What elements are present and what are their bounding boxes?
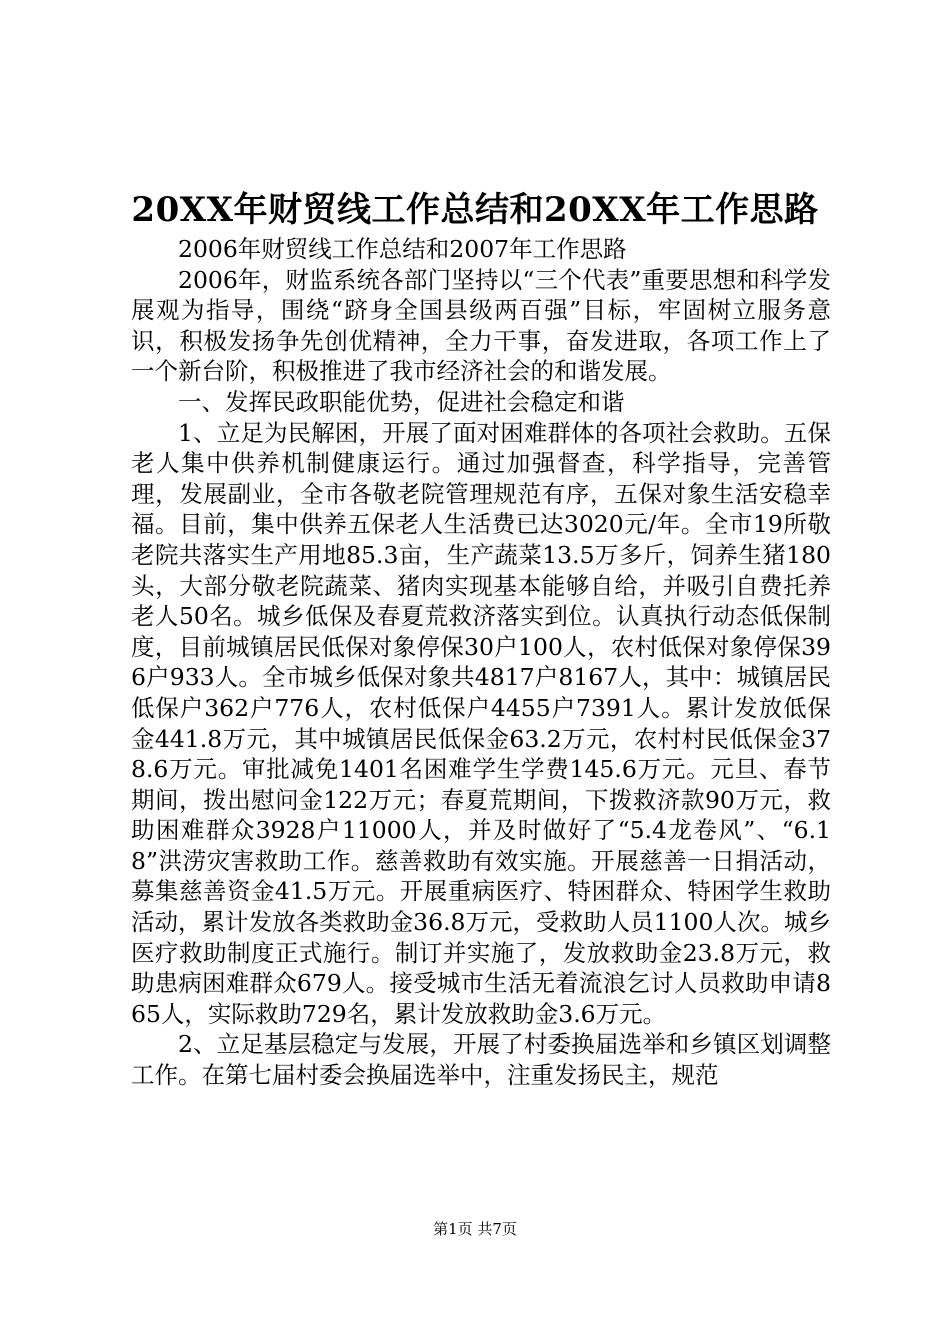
paragraph-item-2: 2、立足基层稳定与发展，开展了村委换届选举和乡镇区划调整工作。在第七届村委会换届选举中，注重发扬民主，规范 <box>131 1030 831 1090</box>
paragraph-intro: 2006年，财监系统各部门坚持以“三个代表”重要思想和科学发展观为指导，围绕“跻身全国县级两百强”目标，牢固树立服务意识，积极发扬争先创优精神，全力干事，奋发进取，各项工作上了一个新台阶，积极推进了我市经济社会的和谐发展。 <box>131 265 831 386</box>
document-title: 20XX年财贸线工作总结和20XX年工作思路 <box>131 190 819 230</box>
document-body <box>131 234 831 1091</box>
page-footer: 第1页 共7页 <box>433 1220 517 1238</box>
paragraph-item-1: 1、立足为民解困，开展了面对困难群体的各项社会救助。五保老人集中供养机制健康运行。通过加强督查，科学指导，完善管理，发展副业，全市各敬老院管理规范有序，五保对象生活安稳幸福。目前，集中供养五保老人生活费已达3020元/年。全市19所敬老院共落实生产用地85.3亩，生产蔬菜13.5万多斤，饲养生猪180头，大部分敬老院蔬菜、猪肉实现基本能够自给，并吸引自费托养老人50名。城乡低保及春夏荒救济落实到位。认真执行动态低保制度，目前城镇居民低保对象停保30户100人，农村低保对象停保396户933人。全市城乡低保对象共4817户8167人，其中：城镇居民低保户362户776人，农村低保户4455户7391人。累计发放低保金441.8万元，其中城镇居民低保金63.2万元，农村村民低保金378.6万元。审批减免1401名困难学生学费145.6万元。元旦、春节期间，拨出慰问金122万元；春夏荒期间，下拨救济款90万元，救助困难群众3928户11000人，并及时做好了“5.4龙卷风”、“6.18”洪涝灾害救助工作。慈善救助有效实施。开展慈善一日捐活动，募集慈善资金41.5万元。开展重病医疗、特困群众、特困学生救助活动，累计发放各类救助金36.8万元，受救助人员1100人次。城乡医疗救助制度正式施行。制订并实施了，发放救助金23.8万元，救助患病困难群众679人。接受城市生活无着流浪乞讨人员救助申请865人，实际救助729名，累计发放救助金3.6万元。 <box>131 418 831 1028</box>
section-heading-1: 一、发挥民政职能优势，促进社会稳定和谐 <box>178 387 625 416</box>
paragraph-subtitle: 2006年财贸线工作总结和2007年工作思路 <box>178 235 627 263</box>
